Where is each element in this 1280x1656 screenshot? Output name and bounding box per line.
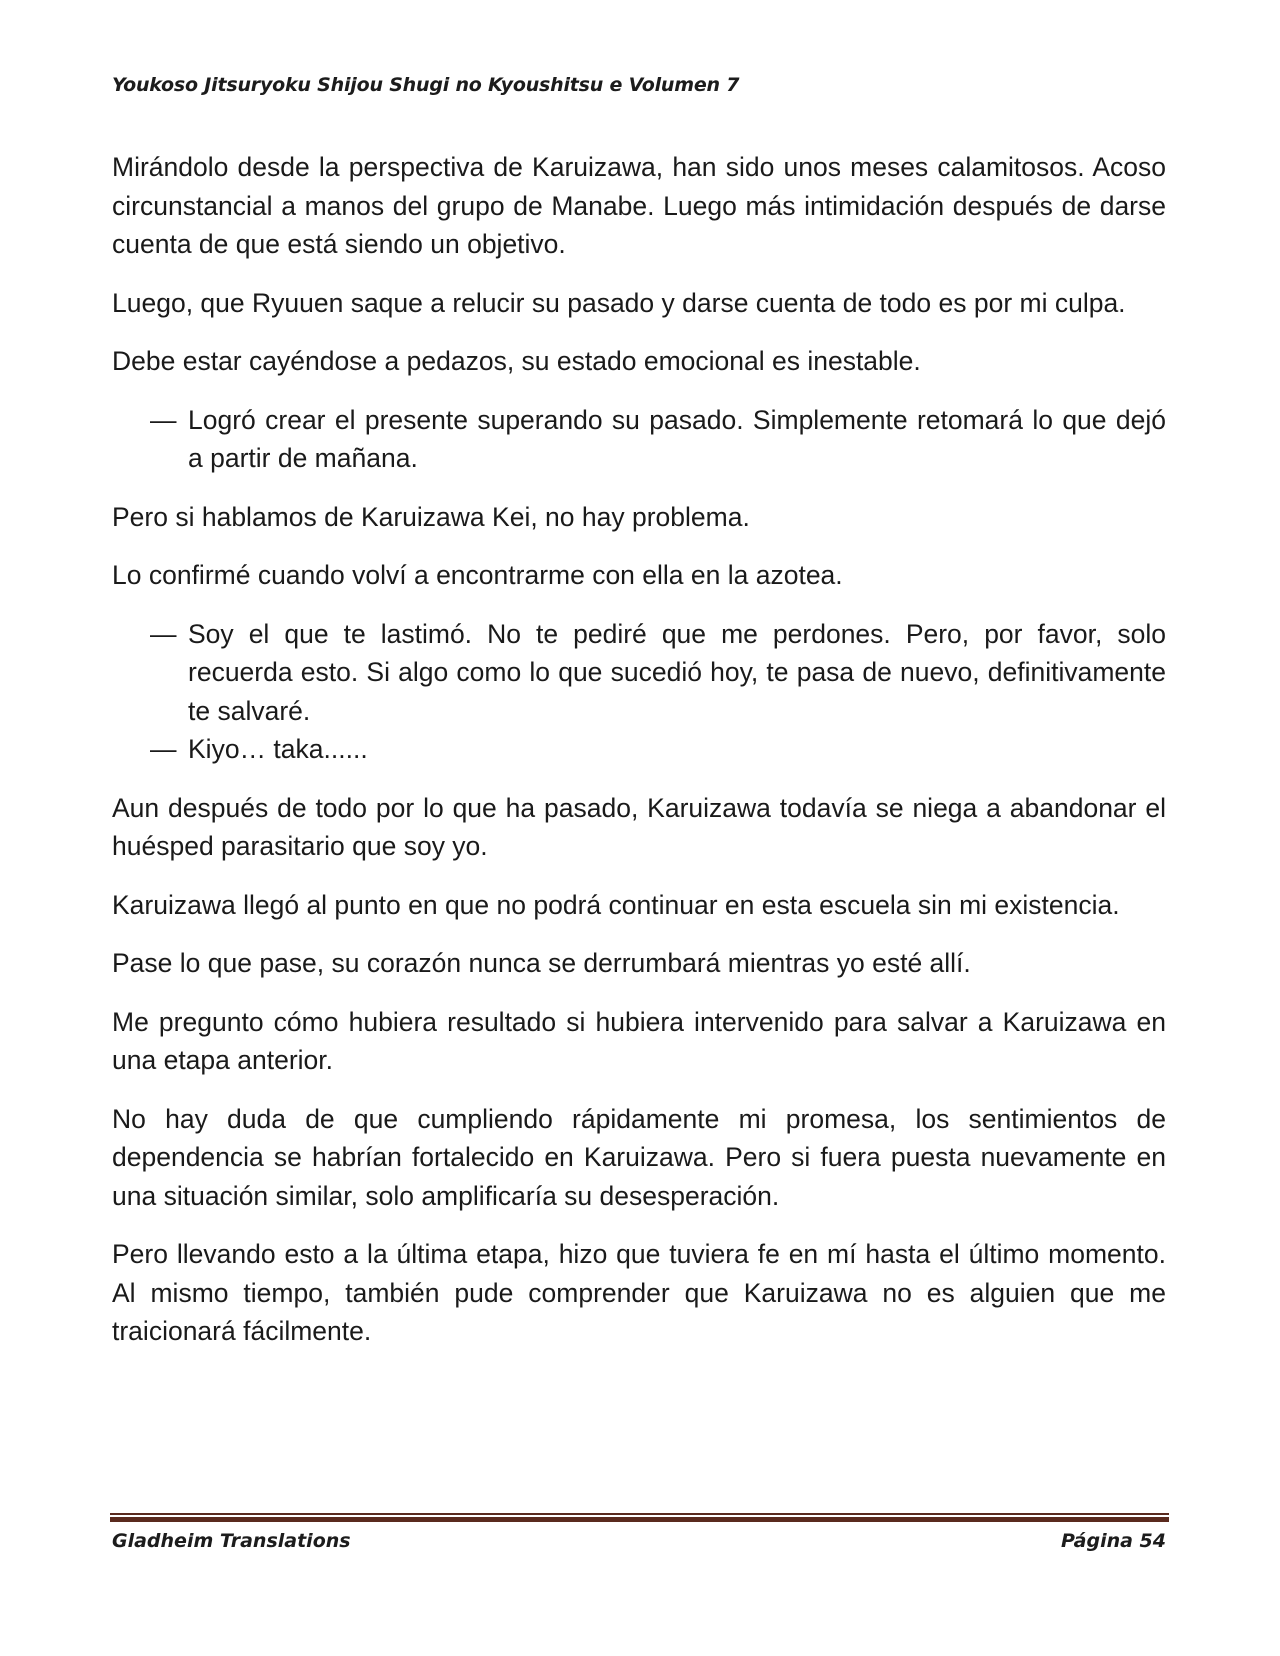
paragraph-5: Lo confirmé cuando volví a encontrarme con ella en la azotea. xyxy=(112,560,843,590)
footer-publisher: Gladheim Translations xyxy=(112,1530,351,1552)
paragraph-8: Pase lo que pase, su corazón nunca se derrumbará mientras yo esté allí. xyxy=(112,948,971,978)
footer-divider-thick xyxy=(110,1517,1169,1522)
paragraph-6: Aun después de todo por lo que ha pasado, Karuizawa todavía se niega a abandonar el huésped parasitario que soy yo. xyxy=(112,792,1166,861)
page-body xyxy=(112,148,1166,1371)
paragraph-1: Mirándolo desde la perspectiva de Karuizawa, han sido unos meses calamitosos. Acoso circunstancial a manos del grupo de Manabe. Luego más intimidación después de darse cuenta de que está siendo un objetivo. xyxy=(112,152,1166,259)
running-header: Youkoso Jitsuryoku Shijou Shugi no Kyoushitsu e Volumen 7 xyxy=(112,74,740,96)
footer-divider-thin xyxy=(110,1513,1169,1515)
paragraph-2: Luego, que Ryuuen saque a relucir su pasado y darse cuenta de todo es por mi culpa. xyxy=(112,287,1126,318)
page-number: Página 54 xyxy=(1060,1530,1166,1552)
paragraph-7: Karuizawa llegó al punto en que no podrá continuar en esta escuela sin mi existencia. xyxy=(112,889,1120,920)
dialogue-dash: — xyxy=(150,404,177,435)
paragraph-4: Pero si hablamos de Karuizawa Kei, no hay problema. xyxy=(112,501,750,532)
dialogue-text: Logró crear el presente superando su pasado. Simplemente retomará lo que dejó a partir de mañana. xyxy=(188,404,1166,473)
paragraph-3: Debe estar cayéndose a pedazos, su estado emocional es inestable. xyxy=(112,346,921,376)
paragraph-11: Pero llevando esto a la última etapa, hizo que tuviera fe en mí hasta el último momento. Al mismo tiempo, también pude comprender que Karuizawa no es alguien que me traicionará fácilmente. xyxy=(112,1239,1166,1346)
dialogue-text: Soy el que te lastimó. No te pediré que me perdones. Pero, por favor, solo recuerda esto. Si algo como lo que sucedió hoy, te pasa de nuevo, definitivamente te salvaré. xyxy=(188,618,1166,726)
dialogue-line-3 xyxy=(112,730,1166,769)
dialogue-line-1 xyxy=(112,401,1166,478)
paragraph-9: Me pregunto cómo hubiera resultado si hubiera intervenido para salvar a Karuizawa en una etapa anterior. xyxy=(112,1006,1166,1075)
dialogue-dash: — xyxy=(150,734,177,764)
footer-divider xyxy=(110,1513,1169,1522)
paragraph-10: No hay duda de que cumpliendo rápidamente mi promesa, los sentimientos de dependencia se habrían fortalecido en Karuizawa. Pero si fuera puesta nuevamente en una situación similar, solo amplificaría su desesperación. xyxy=(112,1103,1166,1211)
dialogue-text: Kiyo… taka...... xyxy=(188,734,368,764)
dialogue-dash: — xyxy=(150,618,177,649)
dialogue-line-2 xyxy=(112,615,1166,731)
